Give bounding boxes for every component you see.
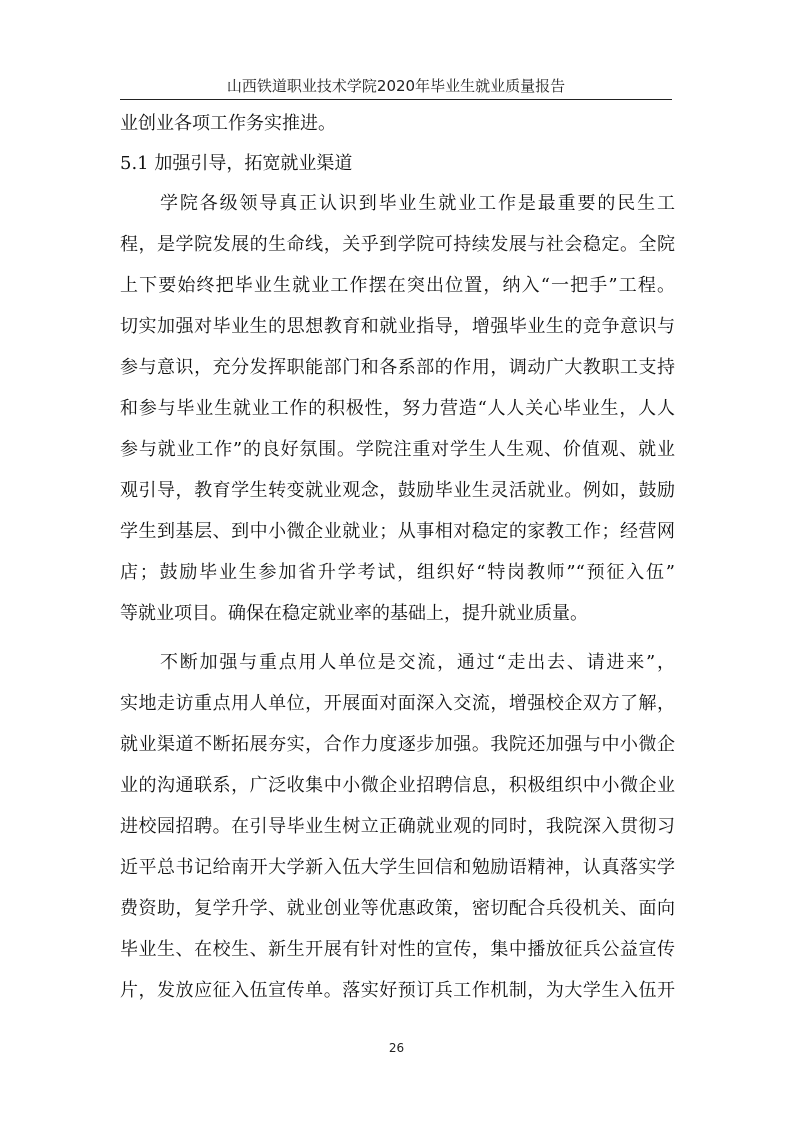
text-line: 和参与毕业生就业工作的积极性，努力营造“人人关心毕业生，人人 (120, 398, 675, 419)
text-line: 实地走访重点用人单位，开展面对面深入交流，增强校企双方了解， (120, 693, 675, 714)
text-line: 近平总书记给南开大学新入伍大学生回信和勉励语精神，认真落实学 (120, 857, 675, 878)
text-line: 不断加强与重点用人单位是交流，通过“走出去、请进来”， (160, 652, 675, 673)
text-line: 进校园招聘。在引导毕业生树立正确就业观的同时，我院深入贯彻习 (120, 816, 675, 837)
section-heading: 5.1 加强引导，拓宽就业渠道 (120, 153, 353, 174)
text-line: 费资助，复学升学、就业创业等优惠政策，密切配合兵役机关、面向 (120, 898, 675, 919)
text-line: 店；鼓励毕业生参加省升学考试，组织好“特岗教师”“预征入伍” (120, 562, 675, 583)
header-divider (120, 99, 672, 100)
text-line: 业创业各项工作务实推进。 (120, 113, 336, 134)
text-line: 参与意识，充分发挥职能部门和各系部的作用，调动广大教职工支持 (120, 357, 675, 378)
text-line: 学院各级领导真正认识到毕业生就业工作是最重要的民生工 (160, 193, 675, 214)
text-line: 程，是学院发展的生命线，关乎到学院可持续发展与社会稳定。全院 (120, 234, 675, 255)
text-line: 片，发放应征入伍宣传单。落实好预订兵工作机制，为大学生入伍开 (120, 980, 675, 1001)
text-line: 参与就业工作”的良好氛围。学院注重对学生人生观、价值观、就业 (120, 439, 675, 460)
text-line: 就业渠道不断拓展夯实，合作力度逐步加强。我院还加强与中小微企 (120, 734, 675, 755)
text-line: 等就业项目。确保在稳定就业率的基础上，提升就业质量。 (120, 603, 588, 624)
text-line: 上下要始终把毕业生就业工作摆在突出位置，纳入“一把手”工程。 (120, 275, 675, 296)
text-line: 毕业生、在校生、新生开展有针对性的宣传，集中播放征兵公益宣传 (120, 939, 675, 960)
page-header-title: 山西铁道职业技术学院2020年毕业生就业质量报告 (226, 77, 566, 95)
text-line: 学生到基层、到中小微企业就业；从事相对稳定的家教工作；经营网 (120, 521, 675, 542)
page-number: 26 (388, 1041, 405, 1055)
text-line: 观引导，教育学生转变就业观念，鼓励毕业生灵活就业。例如，鼓励 (120, 480, 675, 501)
text-line: 业的沟通联系，广泛收集中小微企业招聘信息，积极组织中小微企业 (120, 775, 675, 796)
text-line: 切实加强对毕业生的思想教育和就业指导，增强毕业生的竞争意识与 (120, 316, 675, 337)
